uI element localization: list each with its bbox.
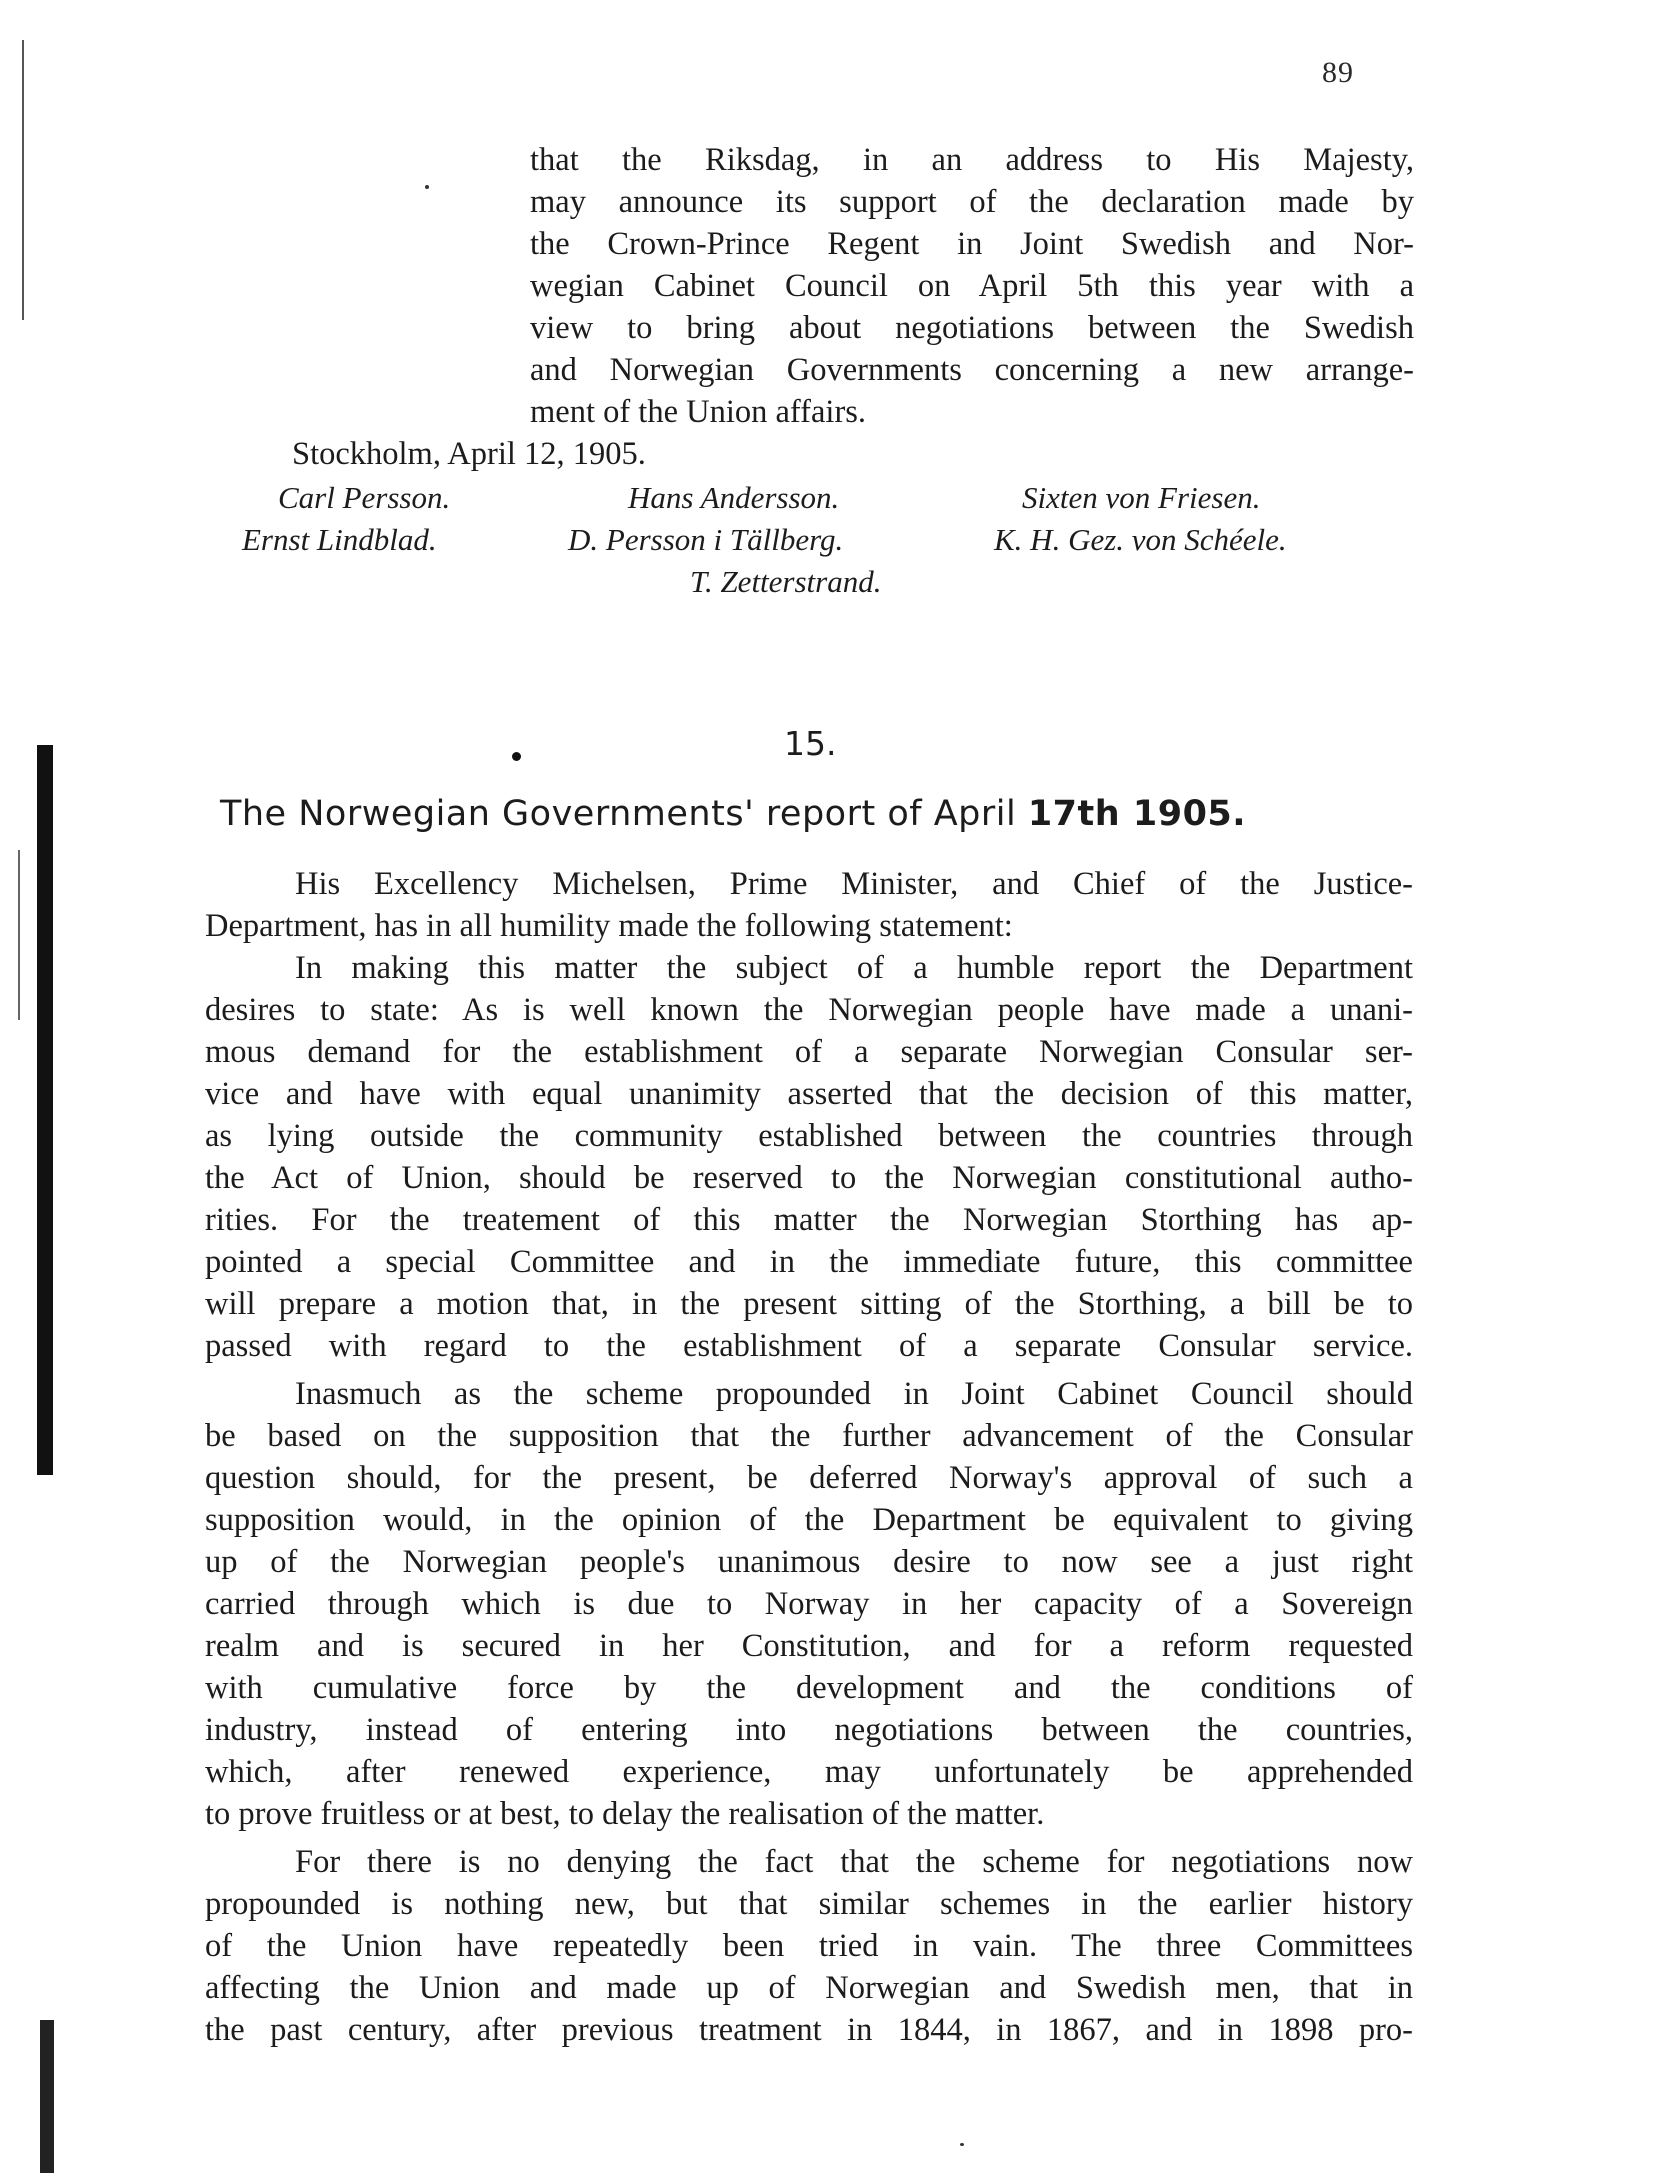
section-number: 15. [784,724,837,763]
signature: Carl Persson. [278,480,451,515]
ink-speck [960,2143,964,2146]
dateline: Stockholm, April 12, 1905. [292,436,646,472]
continuation-line: view to bring about negotiations between the Swedish [530,310,1414,346]
scan-edge-thin-line [18,850,20,1020]
body-line: rities. For the treatement of this matter the Norwegian Storthing has ap- [205,1202,1413,1238]
body-line: supposition would, in the opinion of the Department be equivalent to giving [205,1502,1413,1538]
body-line: be based on the supposition that the further advancement of the Consular [205,1418,1413,1454]
body-line: the past century, after previous treatment in 1844, in 1867, and in 1898 pro- [205,2012,1413,2048]
scan-edge-bar-middle [37,745,53,1475]
body-line: For there is no denying the fact that the scheme for negotiations now [295,1844,1413,1880]
body-line: His Excellency Michelsen, Prime Minister, and Chief of the Justice- [295,866,1413,902]
body-line: the Act of Union, should be reserved to the Norwegian constitutional autho- [205,1160,1413,1196]
body-line: passed with regard to the establishment of a separate Consular service. [205,1328,1413,1364]
section-title-date: 17th 1905. [1027,794,1247,834]
body-line: desires to state: As is well known the Norwegian people have made a unani- [205,992,1413,1028]
continuation-line: may announce its support of the declaration made by [530,184,1414,220]
signature: Sixten von Friesen. [1022,480,1261,515]
body-line: up of the Norwegian people's unanimous desire to now see a just right [205,1544,1413,1580]
body-line: carried through which is due to Norway in her capacity of a Sovereign [205,1586,1413,1622]
body-line: question should, for the present, be deferred Norway's approval of such a [205,1460,1413,1496]
scan-edge-line-top [22,40,24,320]
body-line: of the Union have repeatedly been tried in vain. The three Committees [205,1928,1413,1964]
signature: Ernst Lindblad. [242,522,437,557]
body-line: will prepare a motion that, in the present sitting of the Storthing, a bill be to [205,1286,1413,1322]
body-line: with cumulative force by the development and the conditions of [205,1670,1413,1706]
body-line: vice and have with equal unanimity asserted that the decision of this matter, [205,1076,1413,1112]
body-line: which, after renewed experience, may unfortunately be apprehended [205,1754,1413,1790]
body-line: to prove fruitless or at best, to delay the realisation of the matter. [205,1796,1045,1832]
body-line: affecting the Union and made up of Norwegian and Swedish men, that in [205,1970,1413,2006]
signature: D. Persson i Tällberg. [568,522,844,557]
ink-speck [425,185,429,189]
continuation-line: and Norwegian Governments concerning a new arrange- [530,352,1414,388]
page-number: 89 [1322,56,1354,89]
continuation-line: that the Riksdag, in an address to His Majesty, [530,142,1414,178]
body-line: Department, has in all humility made the following statement: [205,908,1013,944]
continuation-line: wegian Cabinet Council on April 5th this year with a [530,268,1414,304]
body-line: In making this matter the subject of a humble report the Department [295,950,1413,986]
body-line: as lying outside the community established between the countries through [205,1118,1413,1154]
continuation-line: ment of the Union affairs. [530,394,867,430]
signature: K. H. Gez. von Schéele. [994,522,1287,557]
body-line: pointed a special Committee and in the immediate future, this committee [205,1244,1413,1280]
body-line: propounded is nothing new, but that similar schemes in the earlier history [205,1886,1413,1922]
section-title [220,794,1400,834]
body-line: industry, instead of entering into negotiations between the countries, [205,1712,1413,1748]
section-title-text: The Norwegian Governments' report of April [220,794,1028,834]
continuation-line: the Crown-Prince Regent in Joint Swedish and Nor- [530,226,1414,262]
body-line: Inasmuch as the scheme propounded in Joint Cabinet Council should [295,1376,1413,1412]
body-line: mous demand for the establishment of a separate Norwegian Consular ser- [205,1034,1413,1070]
body-line: realm and is secured in her Constitution, and for a reform requested [205,1628,1413,1664]
signature: Hans Andersson. [628,480,840,515]
ink-speck [512,752,521,761]
signature: T. Zetterstrand. [690,564,882,599]
scan-edge-bar-bottom [40,2020,54,2173]
